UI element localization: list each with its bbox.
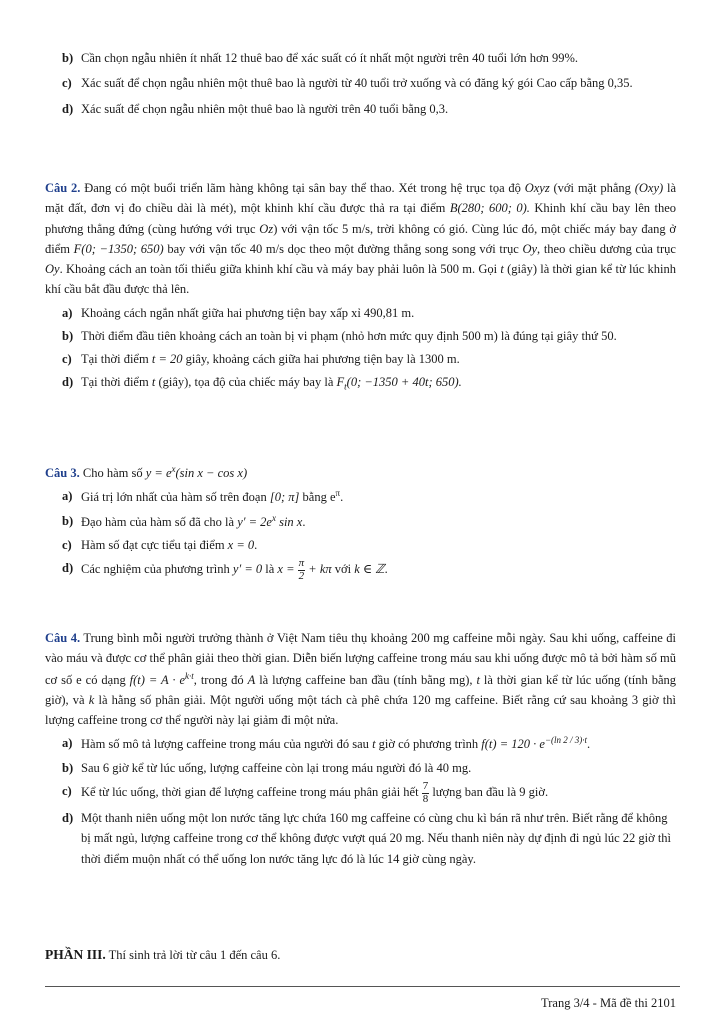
option-text: Các nghiệm của phương trình	[81, 562, 233, 577]
math: Oxyz	[524, 181, 550, 195]
q2-option-d	[0, 372, 725, 394]
q2-option-a	[0, 303, 725, 323]
math: t	[151, 375, 156, 390]
option-text: .	[254, 538, 258, 553]
q3-option-d	[0, 558, 725, 582]
option-label: a)	[62, 305, 73, 320]
option-label: d)	[62, 561, 74, 576]
option-label: b)	[62, 513, 74, 528]
fraction-numerator: π	[298, 557, 305, 570]
q3-stem	[0, 462, 725, 483]
fraction-denominator: 2	[298, 570, 305, 583]
stem-text: là hằng số phân giải. Một người uống một tách cà phê chứa 120 mg caffeine. Biết rằng cứ sau khoảng 3 giờ thì lượng caffeine trong cơ thể người này lại giảm đi một nửa.	[45, 692, 676, 728]
option-text: Xác suất để chọn ngẫu nhiên một thuê bao là người từ 40 tuổi trở xuống và có đăng ký gói Cao cấp bằng 0,35.	[81, 76, 633, 91]
math: [0; π]	[269, 490, 300, 505]
math: Oy	[522, 241, 538, 256]
option-text: .	[587, 737, 591, 752]
math: Oy	[45, 262, 60, 276]
stem-text: (với mặt phẳng	[549, 181, 635, 195]
math: (sin x − cos x)	[175, 466, 248, 481]
math: f(t) = A · e	[129, 672, 186, 687]
math: y′ = 2e	[237, 514, 272, 529]
stem-text: Khinh khí cầu bay lên theo phương thẳng đứng (cùng hướng với trục	[45, 201, 676, 236]
option-text: Đạo hàm của hàm số đã cho là	[81, 514, 238, 529]
question-3	[0, 462, 725, 583]
option-text: .	[302, 514, 306, 529]
part-3-heading	[0, 944, 725, 966]
math: t = 20	[151, 352, 183, 366]
q1-option-b	[0, 48, 725, 68]
option-label: c)	[62, 538, 72, 553]
option-text: Sau 6 giờ kể từ lúc uống, lượng caffeine còn lại trong máu người đó là 40 mg.	[81, 760, 472, 775]
q3-option-b	[0, 511, 725, 532]
option-text: (giây), tọa độ của chiếc máy bay là	[155, 375, 337, 390]
option-text: Khoảng cách ngắn nhất giữa hai phương tiện bay xấp xỉ 490,81 m.	[81, 305, 415, 320]
math: k	[88, 692, 95, 707]
q1-option-d	[0, 99, 725, 119]
math: t	[476, 672, 480, 687]
math: e	[329, 490, 336, 505]
footer-divider	[45, 986, 680, 987]
math: x =	[277, 562, 298, 577]
option-label: c)	[62, 352, 72, 366]
math-exponent: x	[171, 464, 176, 474]
stem-text: là thời gian kể từ lúc uống (tính bằng giờ), và	[45, 672, 677, 707]
option-label: b)	[62, 51, 74, 65]
option-text: Tại thời điểm	[81, 375, 152, 390]
page-footer: Trang 3/4 - Mã đề thi 2101	[541, 996, 676, 1010]
option-text: Hàm số mô tả lượng caffeine trong máu của người đó sau	[81, 737, 373, 752]
math: F	[336, 375, 345, 390]
option-text: Giá trị lớn nhất của hàm số trên đoạn	[81, 490, 270, 505]
option-text: là	[262, 562, 278, 577]
option-label: b)	[62, 328, 74, 343]
stem-text: (giây) là thời gian kể từ lúc khinh khí cầu bắt đầu được thả lên.	[45, 262, 677, 297]
option-label: a)	[62, 736, 73, 751]
part-3	[0, 944, 725, 966]
option-text: lượng ban đầu là 9 giờ.	[429, 784, 549, 799]
option-text: giờ có phương trình	[375, 737, 482, 752]
math: y = e	[145, 466, 172, 481]
math-exponent: −(ln 2 / 3)·t	[544, 735, 588, 746]
option-text: Thời điểm đầu tiên khoảng cách an toàn bị vi phạm (nhỏ hơn mức quy định 500 m) là đúng tại giây thứ 50.	[81, 328, 617, 343]
question-title: Câu 4.	[45, 631, 81, 645]
q4-option-d	[0, 808, 725, 869]
math: sin x	[275, 514, 303, 529]
part-title: PHẦN III.	[45, 947, 106, 962]
q2-stem	[0, 178, 725, 300]
stem-text: ) với vận tốc 5 m/s, trời không có gió. Cùng lúc đó, một chiếc máy bay đang ở điểm	[45, 221, 677, 256]
math: A	[247, 672, 256, 687]
math: x = 0	[227, 538, 255, 553]
q3-option-c	[0, 535, 725, 555]
part-instruction: Thí sinh trả lời từ câu 1 đến câu 6.	[108, 948, 281, 962]
stem-text: là mặt đất, đơn vị đo chiều dài là mét), một khinh khí cầu được thả ra tại điểm	[45, 181, 676, 216]
stem-text: là lượng caffeine ban đầu (tính bằng mg),	[255, 672, 477, 687]
math-subscript: t	[344, 381, 347, 392]
fraction-denominator: 8	[422, 792, 429, 805]
option-text: .	[340, 490, 344, 505]
option-label: d)	[62, 375, 74, 390]
q2-option-c	[0, 349, 725, 369]
option-text: giây, khoảng cách giữa hai phương tiện bay là 1300 m.	[182, 352, 460, 366]
option-text: Cần chọn ngẫu nhiên ít nhất 12 thuê bao để xác suất có ít nhất một người trên 40 tuổi lớn hơn 99%.	[81, 51, 578, 65]
q4-option-c	[0, 781, 725, 805]
math: k ∈ ℤ	[354, 562, 385, 577]
stem-text: bay với vận tốc 40 m/s dọc theo một đường thẳng song song với trục	[163, 241, 523, 256]
math-exponent: π	[335, 488, 341, 499]
option-label: c)	[62, 784, 72, 799]
option-text: Một thanh niên uống một lon nước tăng lực chứa 160 mg caffeine có cùng chu kì bán rã như trên. Biết rằng để không bị mất ngủ, lượng caffeine trong cơ thể không được vượt quá 20 mg. Nếu thanh niên này dự định đi ngủ lúc 22 giờ thì thời điểm muộn nhất có thể uống lon nước tăng lực đó là lúc 14 giờ cùng ngày.	[81, 811, 672, 866]
stem-text: . Khoảng cách an toàn tối thiểu giữa khinh khí cầu và máy bay phải luôn là 500 m. Gọi	[59, 262, 501, 276]
math: (Oxy)	[634, 181, 664, 195]
question-4	[0, 628, 725, 869]
option-text: .	[384, 562, 388, 577]
option-text: Xác suất để chọn ngẫu nhiên một thuê bao là người trên 40 tuổi bằng 0,3.	[81, 101, 449, 116]
stem-text: , theo chiều dương của trục	[537, 241, 676, 256]
math: B(280; 600; 0).	[449, 201, 530, 216]
q3-option-a	[0, 486, 725, 507]
option-label: d)	[62, 811, 74, 826]
math: F(0; −1350; 650)	[73, 241, 164, 256]
option-text: Tại thời điểm	[81, 352, 152, 366]
math: y′ = 0	[232, 562, 263, 577]
math: (0; −1350 + 40t; 650).	[346, 375, 462, 390]
option-text: Kể từ lúc uống, thời gian để lượng caffeine trong máu phân giải hết	[81, 784, 422, 799]
option-text: bằng	[299, 490, 330, 505]
option-label: a)	[62, 489, 73, 504]
q1-option-c	[0, 73, 725, 93]
q4-option-a	[0, 733, 725, 754]
math: + kπ	[305, 562, 332, 577]
q2-option-b	[0, 326, 725, 346]
question-1-tail	[0, 48, 725, 119]
option-text: với	[331, 562, 355, 577]
math: Oz	[259, 221, 274, 236]
option-label: c)	[62, 76, 72, 91]
option-label: d)	[62, 101, 74, 116]
math: t	[500, 262, 504, 276]
question-title: Câu 2.	[45, 181, 81, 195]
option-label: b)	[62, 760, 74, 775]
stem-text: Trung bình mỗi người trưởng thành ở Việt Nam tiêu thụ khoảng 200 mg caffeine mỗi ngày. Sau khi uống, caffeine đi vào máu và được cơ thể phân giải theo thời gian. Diễn biến lượng caffeine trong máu sau khi uống được mô tả bởi hàm số mũ cơ số e có dạng	[45, 631, 676, 687]
stem-text: Đang có một buổi triển lãm hàng không tại sân bay thể thao. Xét trong hệ trục tọa độ	[84, 181, 525, 195]
stem-text: , trong đó	[193, 672, 248, 687]
math: f(t) = 120 · e	[481, 737, 545, 752]
stem-text: Cho hàm số	[82, 466, 146, 481]
question-title: Câu 3.	[45, 466, 80, 481]
fraction-numerator: 7	[422, 780, 429, 793]
math: t	[372, 737, 376, 752]
q4-stem	[0, 628, 725, 730]
math-exponent: x	[271, 512, 276, 523]
question-2	[0, 178, 725, 394]
option-text: Hàm số đạt cực tiểu tại điểm	[81, 538, 228, 553]
math-exponent: k·t	[185, 670, 194, 681]
q4-option-b	[0, 758, 725, 778]
